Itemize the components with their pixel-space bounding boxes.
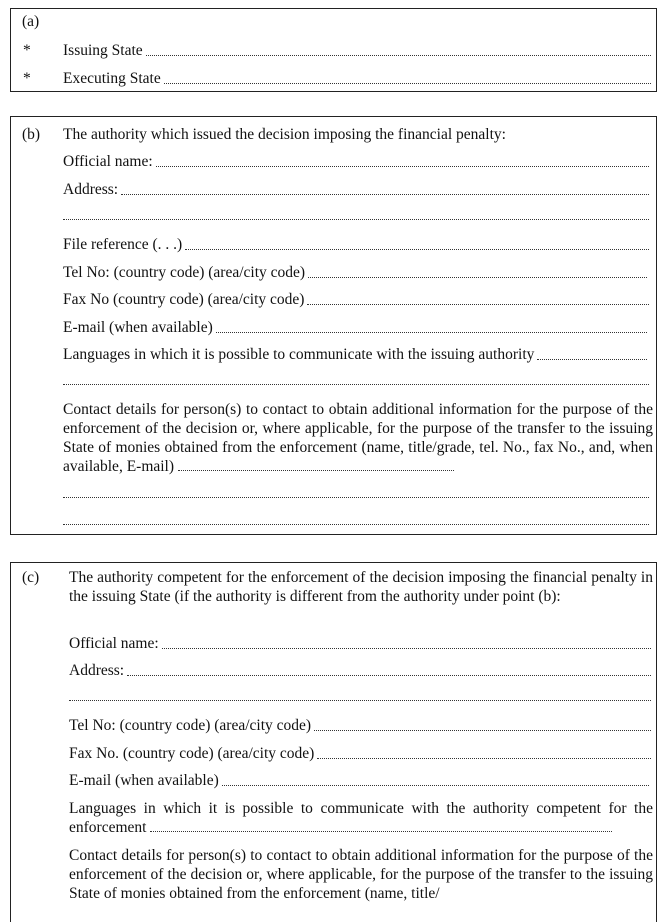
c-address-field[interactable] (69, 661, 651, 680)
fill-line[interactable] (162, 645, 651, 649)
fill-line[interactable] (146, 52, 651, 56)
bullet-issuing: * (23, 42, 31, 59)
b-address-line-2[interactable] (63, 219, 649, 220)
b-official-name-field[interactable] (63, 152, 649, 171)
c-heading: The authority competent for the enforcement of the decision imposing the financial penalty in the issuing State (if the authority is different from the authority under point (b): (69, 569, 653, 605)
c-email-label: E-mail (when available) (69, 772, 219, 789)
fill-line[interactable] (308, 274, 647, 278)
b-fax-field[interactable] (63, 290, 649, 309)
b-email-field[interactable] (63, 318, 647, 337)
b-official-name-label: Official name: (63, 153, 153, 170)
executing-state-field[interactable] (63, 69, 651, 88)
c-tel-label: Tel No: (country code) (area/city code) (69, 717, 312, 734)
fill-line[interactable] (164, 80, 651, 84)
c-official-name-label: Official name: (69, 635, 159, 652)
c-languages-text: Languages in which it is possible to communicate with the authority competent for the enforcement (69, 800, 653, 836)
c-languages-paragraph (69, 799, 653, 837)
b-tel-label: Tel No: (country code) (area/city code) (63, 264, 306, 281)
b-languages-field[interactable] (63, 345, 647, 364)
executing-state-label: Executing State (63, 70, 161, 87)
fill-line[interactable] (150, 828, 612, 832)
c-fax-field[interactable] (69, 744, 651, 763)
fill-line[interactable] (222, 782, 649, 786)
b-address-field[interactable] (63, 180, 649, 199)
fill-line[interactable] (314, 727, 651, 731)
fill-line[interactable] (185, 246, 649, 250)
b-file-reference-field[interactable] (63, 235, 649, 254)
b-contact-line-2[interactable] (63, 497, 649, 498)
c-address-line-2[interactable] (69, 700, 651, 701)
section-b-heading: The authority which issued the decision imposing the financial penalty: (63, 126, 506, 143)
b-languages-line-2[interactable] (63, 384, 649, 385)
b-address-label: Address: (63, 181, 119, 198)
fill-line[interactable] (178, 467, 454, 471)
fill-line[interactable] (216, 329, 647, 333)
section-c-letter: (c) (22, 569, 40, 586)
section-a-letter: (a) (22, 13, 40, 30)
c-tel-field[interactable] (69, 716, 651, 735)
c-address-label: Address: (69, 662, 125, 679)
fill-line[interactable] (537, 356, 647, 360)
c-fax-label: Fax No. (country code) (area/city code) (69, 745, 315, 762)
b-languages-label: Languages in which it is possible to communicate with the issuing authority (63, 346, 535, 363)
fill-line[interactable] (317, 755, 651, 759)
b-tel-field[interactable] (63, 263, 647, 282)
b-contact-line-3[interactable] (63, 524, 649, 525)
c-official-name-field[interactable] (69, 634, 651, 653)
b-email-label: E-mail (when available) (63, 319, 213, 336)
b-file-reference-label: File reference (. . .) (63, 236, 183, 253)
b-contact-text: Contact details for person(s) to contact to obtain additional information for the purpose of the enforcement of the decision or, where applicable, for the purpose of the transfer to the issuing State of monies obtained from the enforcement (name, title/grade, tel. No., fax No., and, when available, E-mail) (63, 401, 653, 475)
b-fax-label: Fax No (country code) (area/city code) (63, 291, 305, 308)
c-contact-paragraph: Contact details for person(s) to contact to obtain additional information for the purpose of the enforcement of the decision or, where applicable, for the purpose of the transfer to the issuing State of monies obtained from the enforcement (name, title/ (69, 847, 653, 902)
section-b-letter: (b) (22, 126, 41, 143)
b-contact-paragraph (63, 400, 653, 476)
issuing-state-field[interactable] (63, 41, 651, 60)
fill-line[interactable] (127, 672, 651, 676)
bullet-executing: * (23, 70, 31, 87)
fill-line[interactable] (121, 191, 649, 195)
fill-line[interactable] (156, 163, 649, 167)
issuing-state-label: Issuing State (63, 42, 143, 59)
c-email-field[interactable] (69, 771, 649, 790)
fill-line[interactable] (307, 301, 649, 305)
